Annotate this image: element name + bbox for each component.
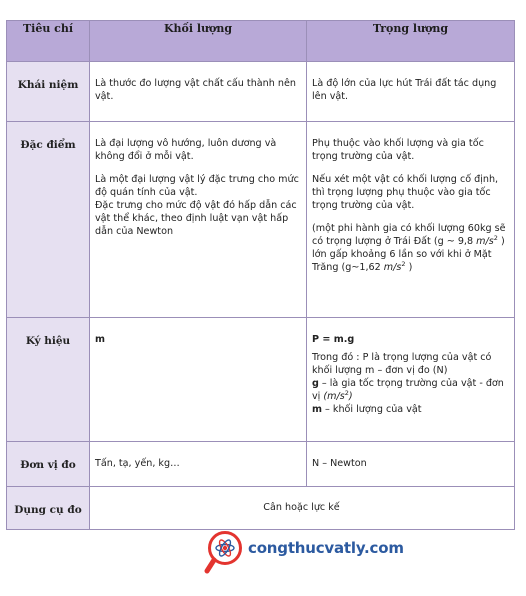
mass-feature-1: Là đại lượng vô hướng, luôn dương và không đổi ở mỗi vật. — [95, 138, 277, 162]
weight-feature-3: (một phi hành gia có khối lượng 60kg sẽ có trọng lượng ở Trái Đất (g ~ 9,8 $m/s^2$ ) lớn gấp khoảng 6 lần so với khi ở Mặt Trăng (g~1,62 $m/s^2$ ) — [312, 223, 506, 273]
row-symbol — [7, 318, 515, 442]
brand-logo[interactable] — [204, 528, 404, 578]
row-label-unit: Đơn vị đo — [7, 442, 90, 487]
header-criteria: Tiêu chí — [7, 21, 90, 62]
weight-feature-2: Nếu xét một vật có khối lượng cố định, thì trọng lượng phụ thuộc vào gia tốc trọng trường của vật. — [312, 174, 499, 211]
mass-feature-2: Là một đại lượng vật lý đặc trưng cho mức độ quán tính của vật. — [95, 174, 299, 198]
weight-feature-1: Phụ thuộc vào khối lượng và gia tốc trọng trường của vật. — [312, 138, 484, 162]
row-concept — [7, 62, 515, 122]
header-row — [7, 21, 515, 62]
cell-mass-symbol: m — [90, 318, 307, 442]
row-label-features: Đặc điểm — [7, 122, 90, 318]
cell-mass-unit: Tấn, tạ, yến, kg… — [90, 442, 307, 487]
comparison-table — [6, 20, 515, 530]
cell-weight-symbol — [307, 318, 515, 442]
row-label-tool: Dụng cụ đo — [7, 487, 90, 530]
formula-m: m – khối lượng của vật — [312, 404, 422, 415]
cell-weight-features — [307, 122, 515, 318]
formula: P = m.g — [312, 334, 355, 345]
cell-mass-features — [90, 122, 307, 318]
cell-tool: Cân hoặc lực kế — [90, 487, 515, 530]
header-weight: Trọng lượng — [307, 21, 515, 62]
brand-name: congthucvatly.com — [248, 539, 404, 557]
cell-mass-concept: Là thước đo lượng vật chất cấu thành nên vật. — [90, 62, 307, 122]
header-mass: Khối lượng — [90, 21, 307, 62]
formula-where: Trong đó : P là trọng lượng của vật có khối lượng m – đơn vị đo (N) — [312, 352, 492, 376]
magnifier-atom-icon — [204, 528, 248, 578]
mass-feature-3: Đặc trưng cho mức độ vật đó hấp dẫn các vật thể khác, theo định luật vạn vật hấp dẫn của Newton — [95, 200, 297, 237]
row-tool — [7, 487, 515, 530]
row-label-symbol: Ký hiệu — [7, 318, 90, 442]
row-unit — [7, 442, 515, 487]
row-features — [7, 122, 515, 318]
row-label-concept: Khái niệm — [7, 62, 90, 122]
cell-weight-concept: Là độ lớn của lực hút Trái đất tác dụng lên vật. — [307, 62, 515, 122]
cell-weight-unit: N – Newton — [307, 442, 515, 487]
formula-g: g – là gia tốc trọng trường của vật - đơn vị $(m/s^2)$ — [312, 378, 504, 402]
